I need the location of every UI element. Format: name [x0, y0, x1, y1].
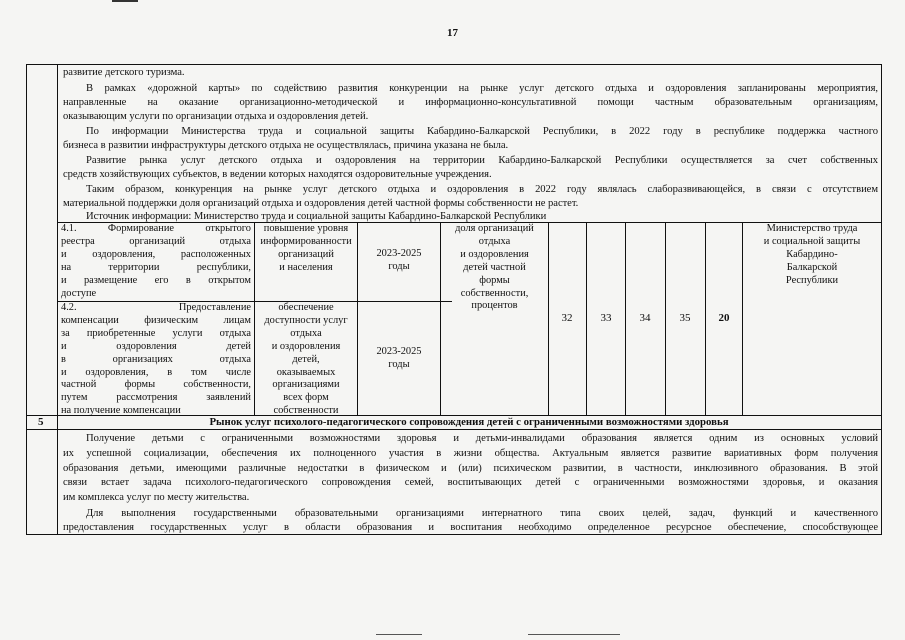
period-4-2 [358, 346, 440, 372]
goal-line: и оздоровления [271, 340, 341, 352]
indicator-line: процентов [471, 300, 518, 312]
responsible-cell [743, 223, 881, 288]
responsible-line: Кабардино- [786, 248, 838, 260]
intro-line: направленные на оказание организационно-методической и информационно-консультативной помощи частным образовательным организациям, [63, 97, 878, 108]
period-line: 2023-2025 [376, 346, 422, 357]
item-line: и оздоровления, в том числе [61, 366, 251, 378]
column-line-v2 [586, 222, 587, 415]
body-line: их успешной социализации, обеспечения их полноценного участия в жизни общества. Актуальным является развитие вариативных форм получения [63, 448, 878, 459]
page-number: 17 [447, 27, 458, 39]
body-line: им комплекса услуг по месту жительства. [63, 492, 250, 503]
item-line: за приобретенные услуги отдыха [61, 327, 251, 339]
document-table [26, 64, 882, 535]
item-line: и размещение его в открытом [61, 274, 251, 286]
goal-4-1 [255, 223, 357, 275]
responsible-line: Министерство труда [766, 223, 858, 234]
item-line: компенсации физическим лицам [61, 314, 251, 326]
intro-line: Развитие рынка услуг детского отдыха и оздоровления на территории Кабардино-Балкарской Республики осуществляется за счет собственных [86, 155, 878, 166]
indicator-line: доля организаций [455, 223, 534, 234]
period-4-1 [358, 248, 440, 274]
column-line-v3 [625, 222, 626, 415]
intro-line: По информации Министерства труда и социальной защиты Кабардино-Балкарской Республики, в 2022 году в республике поддержка частного [86, 126, 878, 137]
section-number: 5 [38, 416, 44, 428]
item-line: на получение компенсации [61, 405, 181, 417]
item-line: частной формы собственности, [61, 379, 251, 391]
responsible-line: и социальной защиты [763, 235, 861, 247]
responsible-line: Республики [785, 274, 839, 286]
goal-4-2 [255, 302, 357, 418]
goal-line: обеспечение [278, 302, 334, 313]
value-cell: 32 [561, 312, 573, 324]
item-line: путем рассмотрения заявлений [61, 392, 251, 404]
item-4-2-text [61, 302, 251, 418]
intro-line: В рамках «дорожной карты» по содействию развития конкуренции на рынке услуг детского отдыха и оздоровления запланированы мероприятия, [86, 83, 878, 94]
body-line: образования детьми, имеющими различные недостатки в физическом и (или) психическом развитии, в частности, инклюзивного образования. В этой [63, 463, 878, 474]
indicator-cell [441, 223, 548, 313]
indicator-line: отдыха [478, 235, 511, 247]
body-line: Получение детьми с ограниченными возможностями здоровья и детьми-инвалидами образования является одним из основных условий [86, 433, 878, 444]
intro-line: развитие детского туризма. [63, 67, 185, 78]
goal-line: повышение уровня [263, 223, 349, 234]
item-line: 4.2. Предоставление [61, 302, 251, 313]
item-line: доступе [61, 287, 97, 299]
indicator-line: детей частной [463, 261, 526, 273]
indicator-line: собственности, [460, 287, 529, 299]
scan-artifact-line [376, 634, 422, 635]
period-line: 2023-2025 [376, 248, 422, 259]
column-line-v4 [665, 222, 666, 415]
goal-line: организациями [272, 379, 340, 391]
goal-line: и населения [279, 261, 333, 273]
goal-line: доступности услуг [264, 314, 348, 326]
goal-line: детей, [292, 353, 320, 365]
body-line: связи встает задача психолого-педагогического сопровождения семей, воспитывающих детей с ограниченными возможностями здоровья, и оказания [63, 477, 878, 488]
column-line-number [57, 65, 58, 534]
intro-line: бизнеса в развитии инфраструктуры детского отдыха не осуществлялась, причина указана не была. [63, 140, 509, 151]
intro-line: Таким образом, конкуренция на рынке услуг детского отдыха и оздоровления в 2022 году являлась слаборазвивающейся, в связи с отсутствием [86, 184, 878, 195]
intro-line: оказывающим услуги по организации отдыха и оздоровления детей. [63, 111, 369, 122]
item-line: 4.1. Формирование открытого [61, 223, 251, 234]
indicator-line: и оздоровления [460, 248, 529, 260]
value-cell: 35 [679, 312, 691, 324]
body-line: предоставления государственных услуг в области образования и воспитания необходимо определенное ресурсное обеспечение, способствующее [63, 522, 878, 533]
item-line: и оздоровления, расположенных [61, 248, 251, 260]
item-line: на территории республики, [61, 261, 251, 273]
section-title: Рынок услуг психолого-педагогического сопровождения детей с ограниченными возможностями здоровья [209, 416, 729, 428]
scan-artifact-line [528, 634, 620, 635]
goal-line: оказываемых [276, 366, 336, 378]
item-4-1-text [61, 223, 251, 300]
intro-line: средств хозяйствующих субъектов, в ведении которых находятся оздоровительные учреждения. [63, 169, 492, 180]
value-cell: 33 [600, 312, 612, 324]
goal-line: организаций [278, 248, 334, 260]
value-cell-highlight: 20 [718, 312, 730, 324]
source-line: Источник информации: Министерство труда и социальной защиты Кабардино-Балкарской Республики [86, 211, 547, 222]
item-line: в организациях отдыха [61, 353, 251, 365]
indicator-line: формы [479, 274, 510, 286]
goal-line: собственности [273, 405, 339, 417]
value-cell: 34 [639, 312, 651, 324]
period-line: годы [388, 260, 410, 272]
row-line-section-bottom [27, 429, 881, 430]
period-line: годы [388, 358, 410, 370]
scan-artifact-mark [112, 0, 138, 5]
responsible-line: Балкарской [786, 261, 838, 273]
item-line: и оздоровления детей [61, 340, 251, 352]
goal-line: информированности [260, 235, 352, 247]
goal-line: отдыха [290, 327, 322, 339]
intro-line: материальной поддержки доля организаций отдыха и оздоровления детей частной формы собственности не растет. [63, 198, 579, 209]
body-line: Для выполнения государственными образовательными организациями интернатного типа своих целей, задач, функций и качественного [86, 508, 878, 519]
item-line: реестра организаций отдыха [61, 235, 251, 247]
goal-line: всех форм [283, 392, 329, 404]
